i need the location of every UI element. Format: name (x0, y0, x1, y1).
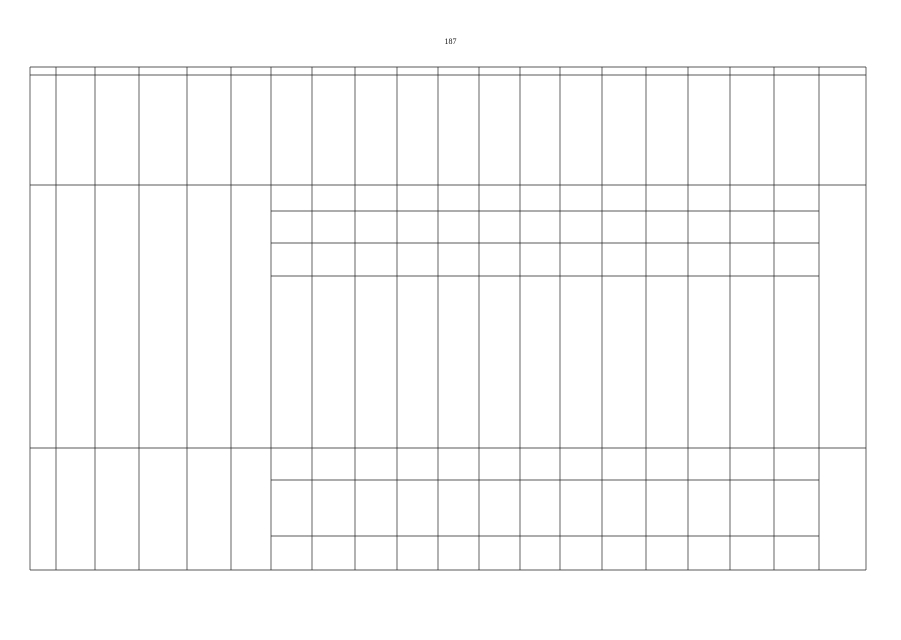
page-number: 187 (444, 37, 457, 46)
